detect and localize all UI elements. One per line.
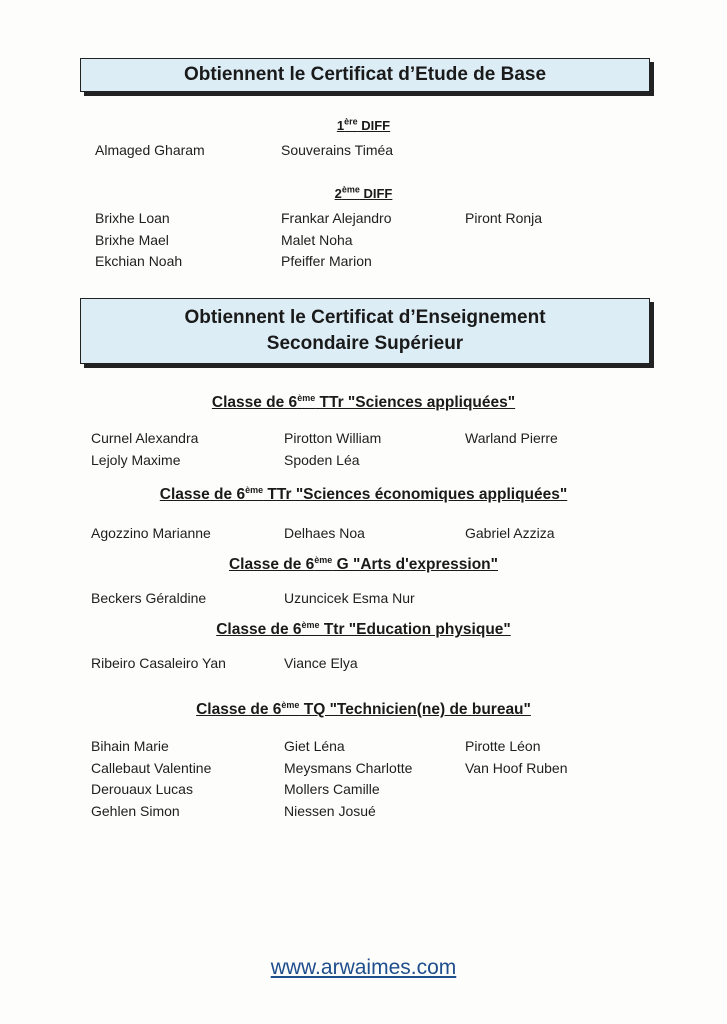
student-name: Meysmans Charlotte (284, 759, 413, 776)
names-column (284, 428, 381, 471)
names-column (91, 653, 226, 675)
student-name: Derouaux Lucas (91, 781, 193, 797)
names-column (91, 523, 211, 545)
student-name: Ribeiro Casaleiro Yan (91, 655, 226, 671)
names-column (465, 428, 558, 450)
student-name: Bihain Marie (91, 738, 169, 754)
class-heading-arts-expression: Classe de 6ème G "Arts d'expression" (228, 554, 498, 573)
student-name: Delhaes Noa (284, 525, 365, 541)
student-name: Curnel Alexandra (91, 430, 199, 446)
student-name: Gehlen Simon (91, 802, 180, 819)
student-name: Gabriel Azziza (465, 525, 555, 541)
student-name: Viance Elya (284, 655, 358, 671)
student-name: Callebaut Valentine (91, 759, 212, 776)
student-name: Niessen Josué (284, 802, 376, 819)
banner-certificat-enseignement-secondaire (80, 298, 650, 364)
student-name: Brixhe Loan (95, 210, 170, 226)
student-name: Lejoly Maxime (91, 451, 181, 468)
names-column (465, 523, 554, 545)
student-name: Giet Léna (284, 738, 345, 754)
student-name: Malet Noha (281, 231, 353, 248)
student-name: Van Hoof Ruben (465, 759, 568, 776)
names-column (91, 428, 198, 471)
student-name: Brixhe Mael (95, 231, 169, 248)
class-heading-education-physique: Classe de 6ème Ttr "Education physique" (216, 619, 511, 638)
names-column (465, 208, 542, 230)
banner-title: Obtiennent le Certificat d’Etude de Base (183, 64, 547, 85)
website-link[interactable]: www.arwaimes.com (270, 956, 457, 979)
class-heading-sciences-appliquees: Classe de 6ème TTr "Sciences appliquées" (211, 392, 516, 411)
student-name: Pirotte Léon (465, 738, 541, 754)
student-name: Mollers Camille (284, 781, 380, 797)
names-column (465, 736, 567, 779)
class-heading-technicien-bureau: Classe de 6ème TQ "Technicien(ne) de bureau" (196, 699, 531, 718)
names-column (95, 208, 182, 273)
names-column (281, 140, 393, 162)
banner-certificat-etude-de-base (80, 58, 650, 92)
names-column (284, 588, 415, 610)
names-column (91, 588, 206, 610)
student-name: Pfeiffer Marion (281, 253, 372, 269)
student-name: Ekchian Noah (95, 253, 183, 269)
student-name: Uzuncicek Esma Nur (284, 590, 415, 606)
student-name: Spoden Léa (284, 451, 360, 468)
student-name: Pirotton William (284, 430, 382, 446)
student-name: Warland Pierre (465, 430, 558, 446)
group-heading-2eme-diff: 2ème DIFF (334, 184, 393, 201)
names-column (284, 523, 365, 545)
names-column (281, 208, 392, 273)
student-name: Agozzino Marianne (91, 525, 211, 541)
group-heading-1ere-diff: 1ère DIFF (336, 116, 391, 133)
student-name: Frankar Alejandro (281, 210, 392, 226)
names-column (284, 653, 358, 675)
student-name: Piront Ronja (465, 210, 543, 226)
banner-title-line1: Obtiennent le Certificat d’Enseignement (184, 307, 546, 328)
names-column (284, 736, 412, 822)
class-heading-sciences-economiques: Classe de 6ème TTr "Sciences économiques appliquées" (159, 484, 568, 503)
student-name: Beckers Géraldine (91, 590, 207, 606)
student-name: Almaged Gharam (95, 142, 205, 158)
banner-title-line2: Secondaire Supérieur (266, 333, 464, 354)
names-column (95, 140, 205, 162)
names-column (91, 736, 211, 822)
student-name: Souverains Timéa (281, 142, 394, 158)
